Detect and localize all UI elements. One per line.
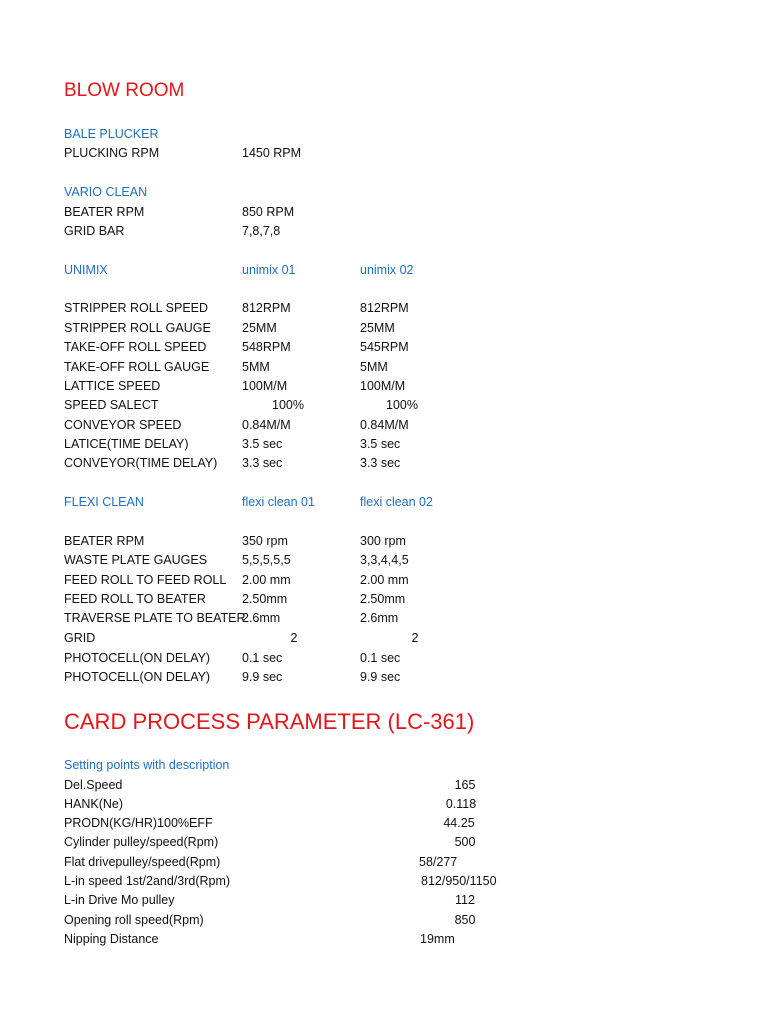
param-value: 2.00 mm <box>360 573 409 587</box>
param-value: 812/950/1150 <box>421 874 497 888</box>
unimix-col1-heading: unimix 01 <box>242 263 296 277</box>
param-label: PRODN(KG/HR)100%EFF <box>64 816 213 830</box>
param-value: 165 <box>454 778 476 792</box>
param-value: 350 rpm <box>242 534 288 548</box>
param-value: 850 <box>454 913 476 927</box>
param-value: 500 <box>454 835 476 849</box>
param-value: 850 RPM <box>242 205 295 219</box>
param-label: TAKE-OFF ROLL SPEED <box>64 340 207 354</box>
param-label: TRAVERSE PLATE TO BEATER <box>64 611 246 625</box>
param-value: 3.3 sec <box>242 456 283 470</box>
param-label: WASTE PLATE GAUGES <box>64 553 208 567</box>
param-value: 100M/M <box>360 379 406 393</box>
param-value: 112 <box>455 893 475 907</box>
param-label: Nipping Distance <box>64 932 159 946</box>
param-value: 19mm <box>420 932 455 946</box>
param-label: LATTICE SPEED <box>64 379 161 393</box>
vario-clean-heading: VARIO CLEAN <box>64 185 148 199</box>
param-value: 5MM <box>242 360 270 374</box>
param-label: Cylinder pulley/speed(Rpm) <box>64 835 219 849</box>
param-value: 100M/M <box>242 379 288 393</box>
param-value: 1450 RPM <box>242 146 302 160</box>
param-value: 25MM <box>242 321 277 335</box>
param-value: 2.50mm <box>242 592 288 606</box>
param-label: TAKE-OFF ROLL GAUGE <box>64 360 210 374</box>
param-label: Del.Speed <box>64 778 123 792</box>
param-value: 58/277 <box>419 855 458 869</box>
param-value: 2.6mm <box>242 611 281 625</box>
param-label: PHOTOCELL(ON DELAY) <box>64 651 211 665</box>
param-label: PLUCKING RPM <box>64 146 160 160</box>
param-value: 44.25 <box>443 816 475 830</box>
param-label: CONVEYOR SPEED <box>64 418 182 432</box>
param-value: 2.00 mm <box>242 573 291 587</box>
param-value: 3.5 sec <box>242 437 283 451</box>
param-value: 548RPM <box>242 340 291 354</box>
param-value: 7,8,7,8 <box>242 224 281 238</box>
param-value: 3,3,4,4,5 <box>360 553 409 567</box>
param-value: 2.50mm <box>360 592 406 606</box>
setting-points-heading: Setting points with description <box>64 758 230 772</box>
param-value: 9.9 sec <box>360 670 401 684</box>
param-value: 25MM <box>360 321 395 335</box>
param-label: STRIPPER ROLL SPEED <box>64 301 209 315</box>
param-label: PHOTOCELL(ON DELAY) <box>64 670 211 684</box>
flexi-clean-col1-heading: flexi clean 01 <box>242 495 315 509</box>
param-label: Flat drivepulley/speed(Rpm) <box>64 855 221 869</box>
param-label: CONVEYOR(TIME DELAY) <box>64 456 218 470</box>
param-value: 0.1 sec <box>242 651 283 665</box>
param-label: LATICE(TIME DELAY) <box>64 437 189 451</box>
param-value: 9.9 sec <box>242 670 283 684</box>
flexi-clean-col2-heading: flexi clean 02 <box>360 495 433 509</box>
param-value: 812RPM <box>242 301 291 315</box>
param-value: 812RPM <box>360 301 409 315</box>
param-label: BEATER RPM <box>64 205 145 219</box>
param-value: 5,5,5,5,5 <box>242 553 291 567</box>
param-label: BEATER RPM <box>64 534 145 548</box>
card-process-title: CARD PROCESS PARAMETER (LC-361) <box>64 709 475 734</box>
flexi-clean-heading: FLEXI CLEAN <box>64 495 144 509</box>
bale-plucker-heading: BALE PLUCKER <box>64 127 159 141</box>
param-value: 5MM <box>360 360 388 374</box>
param-value: 0.1 sec <box>360 651 401 665</box>
param-label: FEED ROLL TO BEATER <box>64 592 206 606</box>
param-value: 3.3 sec <box>360 456 401 470</box>
param-label: Opening roll speed(Rpm) <box>64 913 204 927</box>
param-label: L-in Drive Mo pulley <box>64 893 175 907</box>
param-label: GRID BAR <box>64 224 125 238</box>
param-value: 2 <box>290 631 298 645</box>
param-value: 0.118 <box>445 797 477 811</box>
param-value: 3.5 sec <box>360 437 401 451</box>
param-value: 0.84M/M <box>360 418 409 432</box>
param-value: 0.84M/M <box>242 418 291 432</box>
param-label: FEED ROLL TO FEED ROLL <box>64 573 227 587</box>
param-label: GRID <box>64 631 96 645</box>
param-label: L-in speed 1st/2and/3rd(Rpm) <box>64 874 231 888</box>
param-value: 2 <box>411 631 419 645</box>
param-value: 300 rpm <box>360 534 406 548</box>
param-label: STRIPPER ROLL GAUGE <box>64 321 211 335</box>
blow-room-title: BLOW ROOM <box>64 80 185 101</box>
param-value: 100% <box>386 398 418 412</box>
param-label: SPEED SALECT <box>64 398 159 412</box>
param-label: HANK(Ne) <box>64 797 124 811</box>
param-value: 545RPM <box>360 340 409 354</box>
param-value: 2.6mm <box>360 611 399 625</box>
unimix-col2-heading: unimix 02 <box>360 263 414 277</box>
unimix-heading: UNIMIX <box>64 263 108 277</box>
param-value: 100% <box>272 398 304 412</box>
